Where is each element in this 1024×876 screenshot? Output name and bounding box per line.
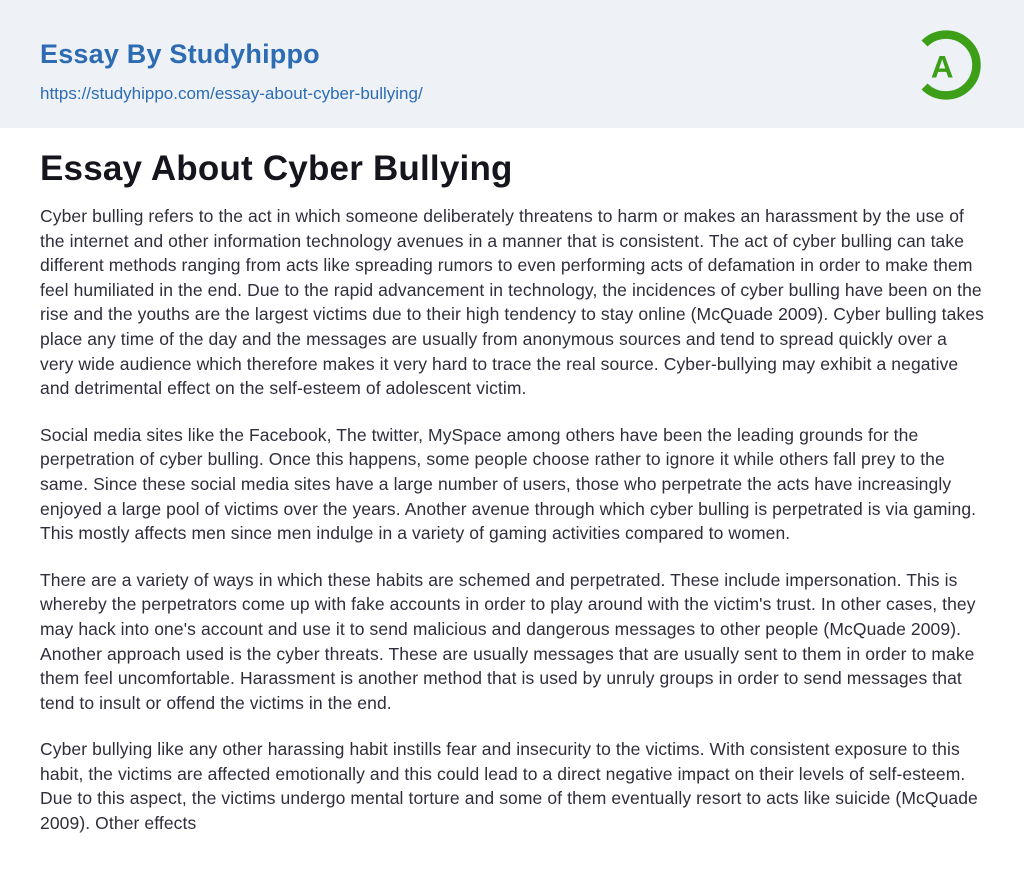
essay-paragraph-1: Cyber bulling refers to the act in which someone deliberately threatens to harm or makes an harassment by the use of the internet and other information technology avenues in a manner that is consistent. The act of cyber bulling can take different methods ranging from acts like spreading rumors to even performing acts of defamation in order to make them feel humiliated in the end. Due to the rapid advancement in technology, the incidences of cyber bulling have been on the rise and the youths are the largest victims due to their high tendency to stay online (McQuade 2009). Cyber bulling takes place any time of the day and the messages are usually from anonymous sources and tend to spread quickly over a very wide audience which therefore makes it very hard to trace the real source. Cyber-bullying may exhibit a negative and detrimental effect on the self-esteem of adolescent victim.: [40, 206, 984, 399]
site-title: Essay By Studyhippo: [40, 38, 320, 69]
essay-body: [0, 128, 1024, 876]
header-text-block: [40, 25, 423, 104]
essay-paragraph-4: Cyber bullying like any other harassing habit instills fear and insecurity to the victims. With consistent exposure to this habit, the victims are affected emotionally and this could lead to a direct negative impact on their levels of self-esteem. Due to this aspect, the victims undergo mental torture and some of them eventually resort to acts like suicide (McQuade 2009). Other effects: [40, 739, 978, 834]
essay-title: Essay About Cyber Bullying: [40, 149, 513, 188]
logo-letter: A: [930, 49, 954, 85]
studyhippo-logo: [908, 25, 984, 105]
page-url-link[interactable]: https://studyhippo.com/essay-about-cyber-bullying/: [40, 83, 423, 103]
studyhippo-logo-icon: [908, 25, 984, 105]
essay-paragraph-3: There are a variety of ways in which these habits are schemed and perpetrated. These include impersonation. This is whereby the perpetrators come up with fake accounts in order to play around with the victim's trust. In other cases, they may hack into one's account and use it to send malicious and dangerous messages to other people (McQuade 2009). Another approach used is the cyber threats. These are usually messages that are usually sent to them in order to make them feel uncomfortable. Harassment is another method that is used by unruly groups in order to send messages that tend to insult or offend the victims in the end.: [40, 569, 976, 713]
page-header: [0, 0, 1024, 128]
essay-paragraph-2: Social media sites like the Facebook, The twitter, MySpace among others have been the leading grounds for the perpetration of cyber bulling. Once this happens, some people choose rather to ignore it while others fall prey to the same. Since these social media sites have a large number of users, those who perpetrate the acts have increasingly enjoyed a large pool of victims over the years. Another avenue through which cyber bulling is perpetrated is via gaming. This mostly affects men since men indulge in a variety of gaming activities compared to women.: [40, 424, 977, 544]
